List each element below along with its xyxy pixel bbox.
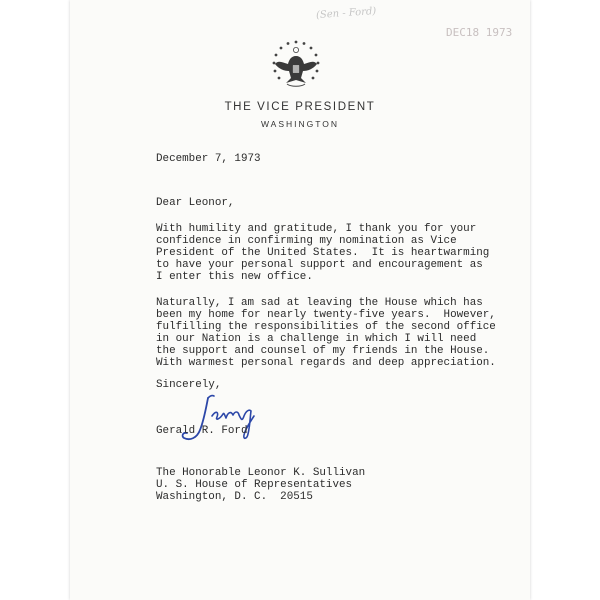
paragraph-1-line-1: With humility and gratitude, I thank you for your — [156, 223, 477, 235]
signer-name: Gerald R. Ford — [156, 425, 248, 437]
salutation: Dear Leonor, — [156, 197, 235, 209]
recipient-line-3: Washington, D. C. 20515 — [156, 491, 313, 503]
paragraph-2-line-1: Naturally, I am sad at leaving the House which has — [156, 297, 483, 309]
letterhead-title: THE VICE PRESIDENT — [224, 101, 376, 113]
paragraph-1-line-5: I enter this new office. — [156, 271, 313, 283]
recipient-line-1: The Honorable Leonor K. Sullivan — [156, 467, 366, 479]
closing: Sincerely, — [156, 379, 222, 391]
letter-date: December 7, 1973 — [156, 153, 261, 165]
letter-sheet — [70, 0, 530, 600]
date-received-stamp: DEC18 1973 — [446, 26, 513, 39]
paragraph-2-line-3: fulfilling the responsibilities of the second office — [156, 321, 496, 333]
paragraph-1-line-4: to have your personal support and encouragement as — [156, 259, 483, 271]
recipient-line-2: U. S. House of Representatives — [156, 479, 353, 491]
vice-president-seal-icon — [266, 36, 326, 94]
paragraph-2-line-5: the support and counsel of my friends in the House. — [156, 345, 490, 357]
paragraph-2-line-2: been my home for nearly twenty-five years. However, — [156, 309, 496, 321]
paragraph-3-line-1: With warmest personal regards and deep appreciation. — [156, 357, 496, 369]
paragraph-2-line-4: in our Nation is a challenge in which I will need — [156, 333, 477, 345]
paragraph-1-line-3: President of the United States. It is heartwarming — [156, 247, 490, 259]
letterhead-city: WASHINGTON — [260, 119, 340, 129]
paragraph-1-line-2: confidence in confirming my nomination as Vice — [156, 235, 457, 247]
pencil-note: (Sen - Ford) — [315, 5, 377, 22]
